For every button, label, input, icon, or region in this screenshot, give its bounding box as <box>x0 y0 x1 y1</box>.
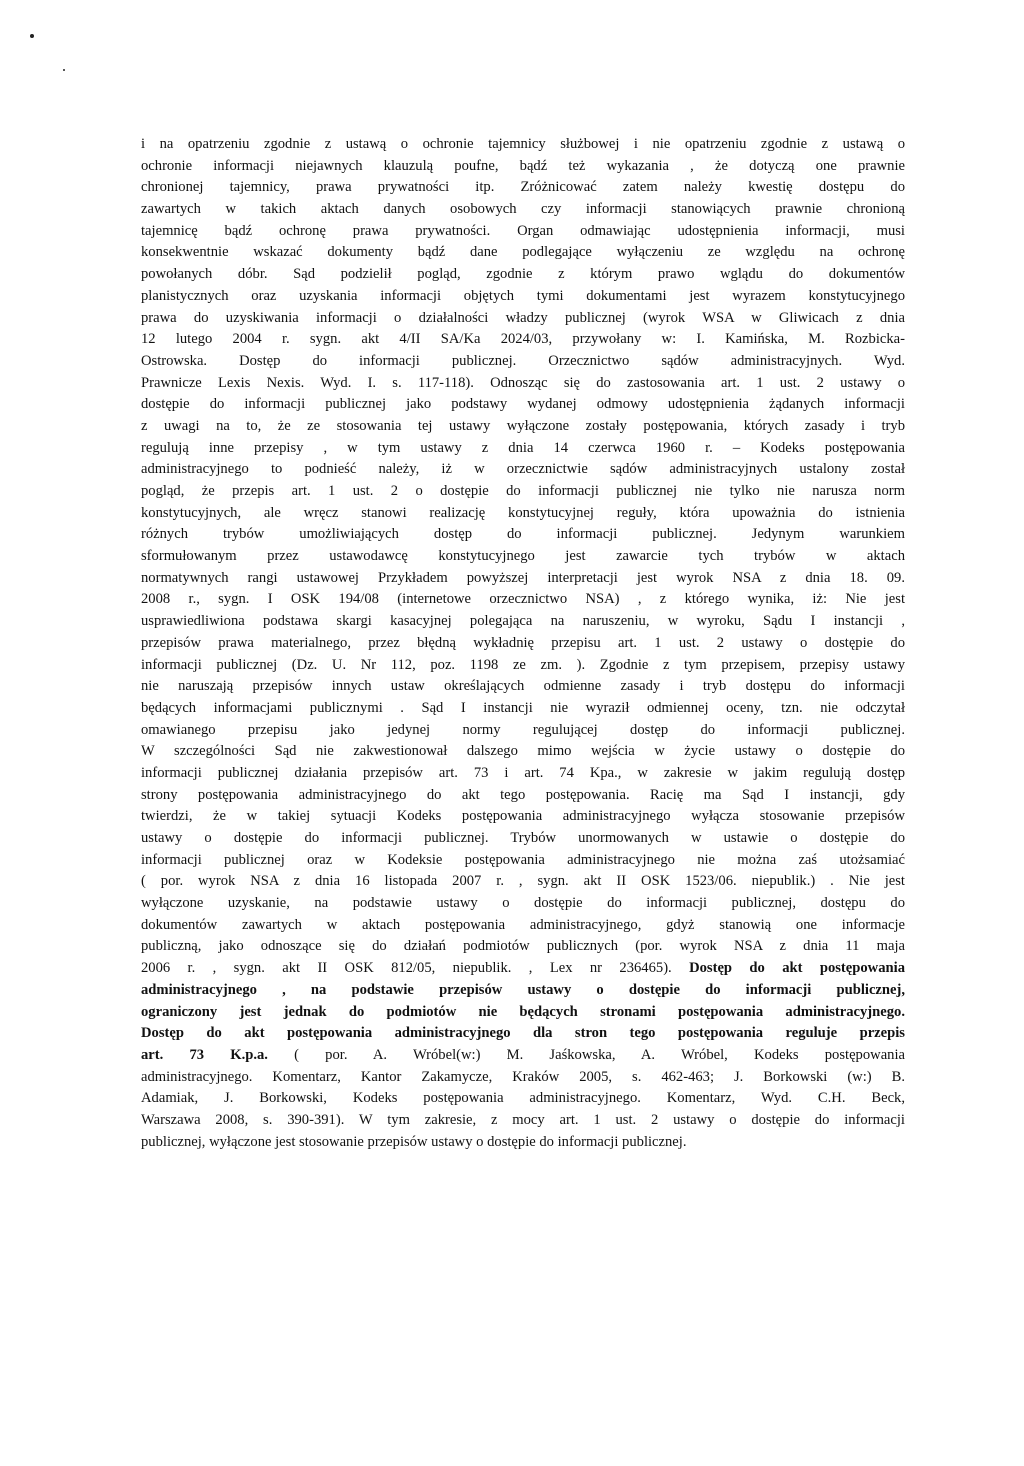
text-line <box>141 329 905 351</box>
text-line-content: ustawy o dostępie do informacji publicznej. Trybów unormowanych w ustawie o dostępie do <box>141 830 905 846</box>
scan-speck <box>63 69 65 71</box>
text-line-content: planistycznych oraz uzyskania informacji objętych tymi dokumentami jest wyrazem konstytucyjnego <box>141 287 905 304</box>
text-line-content: dostępie do informacji publicznej jako podstawy wydanej odmowy udostępnienia żądanych informacji <box>141 396 905 413</box>
text-line-content: Warszawa 2008, s. 390-391). W tym zakresie, z mocy art. 1 ust. 2 ustawy o dostępie do informacji <box>141 1111 905 1128</box>
text-line <box>141 1132 905 1154</box>
text-line <box>141 568 905 590</box>
text-line <box>141 438 905 460</box>
text-line <box>141 589 905 611</box>
text-line <box>141 720 905 742</box>
text-line-content: Dostęp do akt postępowania administracyjnego dla stron tego postępowania reguluje przepis <box>141 1025 905 1042</box>
text-line-content: 12 lutego 2004 r. sygn. akt 4/II SA/Ka 2024/03, przywołany w: I. Kamińska, M. Rozbicka- <box>141 331 905 348</box>
text-line-content: konsekwentnie wskazać dokumenty bądź dane podlegające wyłączeniu ze względu na ochronę <box>141 244 905 261</box>
text-line-bold-segment: Dostęp do akt postępowania <box>671 960 905 977</box>
text-line-content: regulują inne przepisy , w tym ustawy z dnia 14 czerwca 1960 r. – Kodeks postępowania <box>141 439 905 456</box>
text-line-content: administracyjnego to podnieść należy, iż w orzecznictwie sądów administracyjnych ustalony został <box>141 461 905 478</box>
text-line-content: administracyjnego , na podstawie przepisów ustawy o dostępie do informacji publicznej, <box>141 981 905 998</box>
text-line-content: publicznej, wyłączone jest stosowanie przepisów ustawy o dostępie do informacji publicznej. <box>141 1133 687 1150</box>
text-line <box>141 221 905 243</box>
text-line-content: usprawiedliwiona podstawa skargi kasacyjnej polegająca na naruszeniu, w wyroku, Sądu I instancji , <box>141 613 905 630</box>
text-line <box>141 806 905 828</box>
text-line-content: informacji publicznej oraz w Kodeksie postępowania administracyjnego nie można zaś utożsamiać <box>141 851 905 868</box>
text-line-content: będących informacjami publicznymi . Sąd I instancji nie wyraził odmiennej oceny, tzn. nie odczytał <box>141 699 905 716</box>
text-line <box>141 503 905 525</box>
text-line <box>141 1045 905 1067</box>
text-line-content: ochronie informacji niejawnych klauzulą poufne, bądź też wykazania , że dotyczą one prawnie <box>141 157 905 174</box>
text-line-content: normatywnych rangi ustawowej Przykładem powyższej interpretacji jest wyrok NSA z dnia 18. 09. <box>141 569 905 586</box>
text-line-content: powołanych dóbr. Sąd podzielił pogląd, zgodnie z którym prawo wglądu do dokumentów <box>141 266 905 283</box>
text-line-content: sformułowanym przez ustawodawcę konstytucyjnego jest zawarcie tych trybów w aktach <box>141 548 905 565</box>
text-line-content: 2008 r., sygn. I OSK 194/08 (internetowe orzecznictwo NSA) , z którego wynika, iż: Nie jest <box>141 591 905 608</box>
text-line-content: art. 73 K.p.a. <box>141 1046 268 1063</box>
text-line <box>141 1067 905 1089</box>
text-line-content: i na opatrzeniu zgodnie z ustawą o ochronie tajemnicy służbowej i nie opatrzeniu zgodnie z ustawą o <box>141 136 905 152</box>
text-line <box>141 871 905 893</box>
text-line-content: zawartych w takich aktach danych osobowych czy informacji stanowiących prawnie chronioną <box>141 201 905 218</box>
text-line <box>141 1088 905 1110</box>
text-line-content: chronionej tajemnicy, prawa prywatności itp. Zróżnicować zatem należy kwestię dostępu do <box>141 179 905 196</box>
text-line-content: nie naruszają przepisów innych ustaw określających odmienne zasady i tryb dostępu do informacji <box>141 678 905 695</box>
text-line <box>141 633 905 655</box>
text-line <box>141 264 905 286</box>
text-line-content: wyłączone uzyskanie, na podstawie ustawy o dostępie do informacji publicznej, dostępu do <box>141 895 905 912</box>
text-line-content: publiczną, jako odnoszące się do działań podmiotów publicznych (por. wyrok NSA z dnia 11 maja <box>141 938 905 955</box>
text-line <box>141 1002 905 1024</box>
text-line <box>141 373 905 395</box>
text-line-content: W szczególności Sąd nie zakwestionował dalszego mimo wejścia w życie ustawy o dostępie do <box>141 743 905 760</box>
text-line-content: Adamiak, J. Borkowski, Kodeks postępowania administracyjnego. Komentarz, Wyd. C.H. Beck, <box>141 1090 905 1107</box>
text-line <box>141 676 905 698</box>
text-line <box>141 481 905 503</box>
text-line-content: Ostrowska. Dostęp do informacji publicznej. Orzecznictwo sądów administracyjnych. Wyd. <box>141 352 905 369</box>
text-line-content: prawa do uzyskiwania informacji o działalności władzy publicznej (wyrok WSA w Gliwicach z dnia <box>141 309 905 326</box>
text-line-content: informacji publicznej działania przepisów art. 73 i art. 74 Kpa., w zakresie w jakim regulują dostęp <box>141 764 905 781</box>
text-line-content: 2006 r. , sygn. akt II OSK 812/05, niepublik. , Lex nr 236465). <box>141 960 672 977</box>
text-line-content: przepisów prawa materialnego, przez błędną wykładnię przepisu art. 1 ust. 2 ustawy o dostępie do <box>141 634 905 651</box>
text-line-content: z uwagi na to, że ze stosowania tej ustawy wyłączone zostały postępowania, których zasady i tryb <box>141 417 905 434</box>
text-line <box>141 785 905 807</box>
text-line-plain-segment: ( por. A. Wróbel(w:) M. Jaśkowska, A. Wróbel, Kodeks postępowania <box>267 1046 905 1063</box>
text-line-content: ograniczony jest jednak do podmiotów nie będących stronami postępowania administracyjnego. <box>141 1003 905 1020</box>
text-line <box>141 611 905 633</box>
text-line <box>141 546 905 568</box>
scan-speck <box>30 34 34 38</box>
text-line <box>141 698 905 720</box>
text-line <box>141 416 905 438</box>
text-line-content: pogląd, że przepis art. 1 ust. 2 o dostępie do informacji publicznej nie tylko nie narusza norm <box>141 483 905 499</box>
text-line <box>141 286 905 308</box>
text-line <box>141 763 905 785</box>
text-line <box>141 156 905 178</box>
text-line <box>141 524 905 546</box>
text-line <box>141 242 905 264</box>
text-line-content: Prawnicze Lexis Nexis. Wyd. I. s. 117-118). Odnosząc się do zastosowania art. 1 ust. 2 ustawy o <box>141 374 905 391</box>
text-line <box>141 936 905 958</box>
text-line <box>141 980 905 1002</box>
text-line <box>141 134 905 156</box>
text-line <box>141 958 905 980</box>
text-line-content: administracyjnego. Komentarz, Kantor Zakamycze, Kraków 2005, s. 462-463; J. Borkowski (w:) B. <box>141 1068 905 1085</box>
text-line-content: dokumentów zawartych w aktach postępowania administracyjnego, gdyż stanowią one informacje <box>141 916 905 933</box>
text-line <box>141 1023 905 1045</box>
text-line <box>141 199 905 221</box>
document-page <box>141 134 905 1153</box>
text-line-content: różnych trybów umożliwiających dostęp do informacji publicznej. Jedynym warunkiem <box>141 526 905 543</box>
text-line-content: informacji publicznej (Dz. U. Nr 112, poz. 1198 ze zm. ). Zgodnie z tym przepisem, przepisy ustawy <box>141 656 905 673</box>
text-line-content: omawianego przepisu jako jedynej normy regulującej dostęp do informacji publicznej. <box>141 721 905 738</box>
text-line-content: tajemnicę bądź ochronę prawa prywatności. Organ odmawiając udostępnienia informacji, musi <box>141 222 905 239</box>
text-line <box>141 655 905 677</box>
text-line-content: strony postępowania administracyjnego do akt tego postępowania. Racię ma Sąd I instancji, gdy <box>141 786 905 803</box>
text-line <box>141 893 905 915</box>
text-line <box>141 308 905 330</box>
text-line <box>141 741 905 763</box>
text-line <box>141 1110 905 1132</box>
text-line <box>141 351 905 373</box>
text-line <box>141 828 905 850</box>
text-line <box>141 394 905 416</box>
body-paragraph <box>141 134 905 1153</box>
text-line-content: konstytucyjnych, ale wręcz stanowi realizację konstytucyjnej reguły, która upoważnia do istnienia <box>141 504 905 521</box>
text-line-content: twierdzi, że w takiej sytuacji Kodeks postępowania administracyjnego wyłącza stosowanie przepisów <box>141 808 905 825</box>
text-line <box>141 177 905 199</box>
text-line-content: ( por. wyrok NSA z dnia 16 listopada 2007 r. , sygn. akt II OSK 1523/06. niepublik.) . Nie jest <box>141 873 905 890</box>
text-line <box>141 850 905 872</box>
text-line <box>141 915 905 937</box>
text-line <box>141 459 905 481</box>
